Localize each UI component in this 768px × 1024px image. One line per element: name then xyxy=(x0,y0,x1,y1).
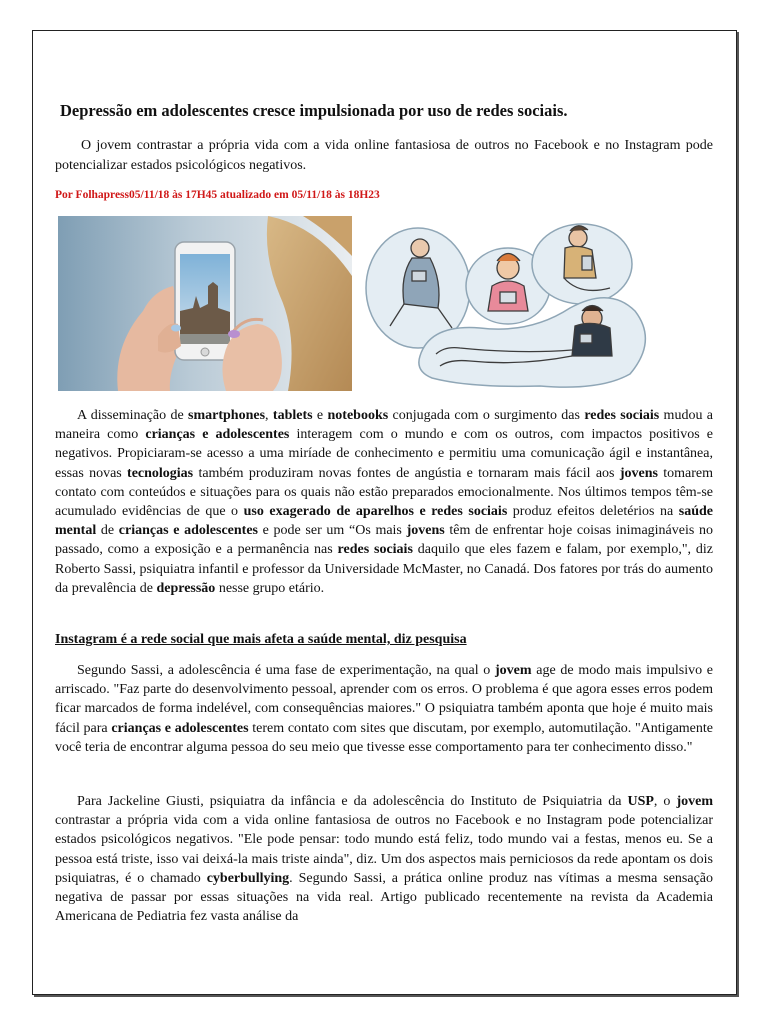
article-title: Depressão em adolescentes cresce impulsionada por uso de redes sociais. xyxy=(60,101,568,120)
text-run: têm de enfrentar hoje coisas inimagináveis no passado, como a exposição e a permanência nas xyxy=(55,523,713,558)
text-run: age de modo mais impulsivo e arriscado. "Faz parte do desenvolvimento pessoal, aprender com os erros. O problema é que agora esses erros podem ficar marcados de forma indelével, com consequências maiores." O psiquiatra também aponta que hoje é muito mais fácil para xyxy=(55,663,714,736)
bold-term: tablets xyxy=(272,408,313,423)
text-run: mudou a maneira como xyxy=(55,408,714,443)
text-run: produz efeitos deletérios na xyxy=(507,504,679,520)
bold-term: crianças e adolescentes xyxy=(111,720,249,736)
bold-term: tecnologias xyxy=(127,465,194,481)
text-run: e pode ser um “Os mais xyxy=(257,523,407,539)
text-run: nesse grupo etário. xyxy=(215,580,325,596)
article-byline: Por Folhapress05/11/18 às 17H45 atualizado em 05/11/18 às 18H23 xyxy=(55,189,380,201)
bold-term: smartphones xyxy=(188,408,266,423)
text-run: de xyxy=(96,523,119,539)
text-run: também produziram novas fontes de angústia e tornaram mais fácil aos xyxy=(193,465,620,481)
bold-term: USP xyxy=(627,794,654,809)
bold-term: uso exagerado de aparelhos e redes sociais xyxy=(243,504,508,520)
bold-term: crianças e adolescentes xyxy=(145,427,290,443)
bold-term: notebooks xyxy=(327,408,389,423)
text-run: , o xyxy=(653,794,677,809)
bold-term: redes sociais xyxy=(337,542,413,558)
bold-term: crianças e adolescentes xyxy=(118,523,258,539)
body-paragraph-1 xyxy=(55,406,713,598)
bold-term: jovens xyxy=(619,465,658,481)
bold-term: jovem xyxy=(676,794,714,809)
bold-term: redes sociais xyxy=(584,408,660,423)
text-run: interagem com o mundo e com os outros, com impactos positivos e negativos. Propiciaram-se acesso a uma miríade de conhecimento e permitiu uma comunicação ágil e instantânea, essas novas xyxy=(55,427,713,481)
text-run: terem contato com sites que discutam, por exemplo, automutilação. "Antigamente você teria de encontrar alguma pessoa do seu meio que tivesse esse comportamento para ter conhecimento disso." xyxy=(55,720,713,755)
bold-term: jovem xyxy=(495,663,532,678)
text-run: conjugada com o surgimento das xyxy=(388,408,585,423)
bold-term: saúde mental xyxy=(55,504,713,539)
text-run: contrastar a própria vida com a vida online fantasiosa de outros no Facebook e no Instagram pode potencializar estados psicológicos negativos. "Ele pode pensar: todo mundo está feliz, todo mundo vai a festas, menos eu. Se a pessoa está triste, isso vai deixá-la mais triste ainda", diz. Um dos aspectos mais perniciosos da rede apontam os dois psiquiatras, é o chamado xyxy=(55,813,713,886)
section-subheading: Instagram é a rede social que mais afeta a saúde mental, diz pesquisa xyxy=(55,632,467,647)
text-run: A disseminação de xyxy=(77,408,189,423)
text-run: Segundo Sassi, a adolescência é uma fase de experimentação, na qual o xyxy=(77,663,496,678)
text-run: e xyxy=(312,408,328,423)
bold-term: jovens xyxy=(406,523,445,539)
body-paragraph-2 xyxy=(55,661,713,757)
text-run: . Segundo Sassi, a prática online produz nas vítimas a mesma sensação negativa de passar por essas situações na vida real. Artigo publicado recentemente na revista da Academia Americana de Pediatria fez vasta análise da xyxy=(55,870,713,925)
text-run: tomarem contato com conteúdos e situações para os quais não estão preparados emocionalmente. Nos últimos tempos têm-se acumulado evidências de que o xyxy=(55,465,713,520)
bubbles-illustration xyxy=(360,216,655,391)
body-paragraph-3 xyxy=(55,792,713,926)
text-run: Para Jackeline Giusti, psiquiatra da infância e da adolescência do Instituto de Psiquiatria da xyxy=(77,794,628,809)
bold-term: cyberbullying xyxy=(206,870,290,886)
article-lead: O jovem contrastar a própria vida com a vida online fantasiosa de outros no Facebook e no Instagram pode potencializar estados psicológicos negativos. xyxy=(55,138,713,173)
bold-term: depressão xyxy=(156,580,216,596)
text-run: daquilo que eles fazem e falam, por exemplo,", diz Roberto Sassi, psiquiatra infantil e professor da Universidade McMaster, no Canadá. Dos fatores por trás do aumento da prevalência de xyxy=(55,542,713,596)
smartphone-photo xyxy=(58,216,352,391)
text-run: , xyxy=(265,408,273,423)
